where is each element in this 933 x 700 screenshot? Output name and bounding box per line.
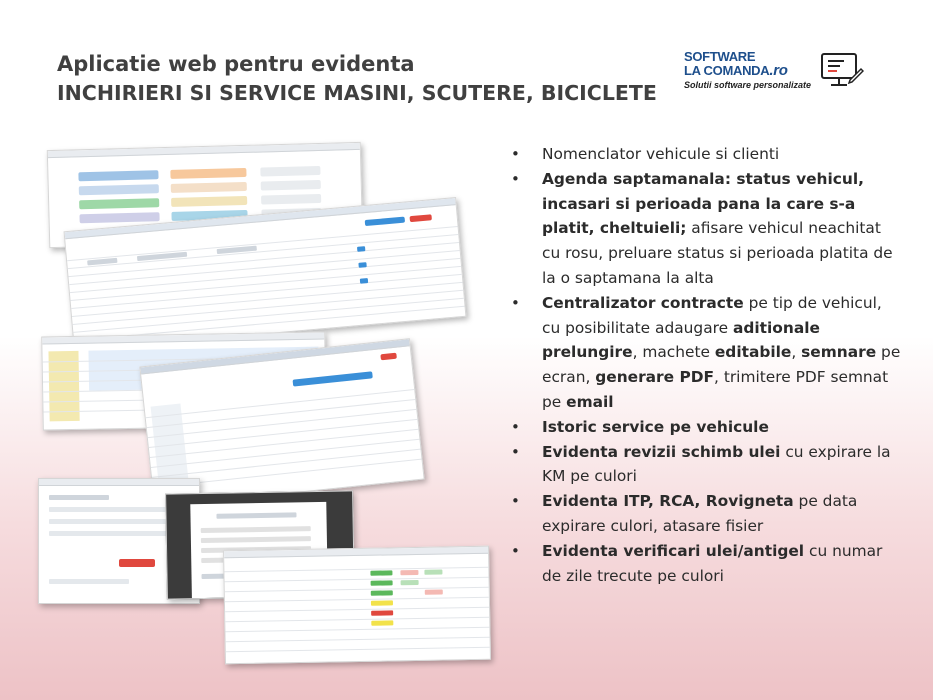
feature-text: , trimitere PDF semnat pe <box>542 368 889 411</box>
logo-line2 <box>684 62 788 79</box>
feature-text-bold: semnare <box>801 343 877 362</box>
feature-text: Nomenclator vehicule si clienti <box>542 145 780 163</box>
feature-text-bold: Centralizator contracte <box>542 293 744 312</box>
feature-text: pe ecran, <box>542 343 901 387</box>
feature-text-bold: Evidenta revizii schimb ulei <box>542 442 781 461</box>
logo-line2-suffix: .ro <box>769 62 788 79</box>
feature-text: pe data expirare culori, atasare fisier <box>542 492 858 535</box>
feature-item <box>508 415 903 440</box>
feature-text: , machete <box>632 343 715 362</box>
feature-text-bold: email <box>566 392 614 411</box>
feature-item <box>508 489 903 539</box>
feature-text-bold: aditionale prelungire <box>542 318 820 362</box>
feature-text-bold: Evidenta ITP, RCA, Rovigneta <box>542 492 794 511</box>
feature-item <box>508 440 903 490</box>
feature-item <box>508 167 903 291</box>
logo-line2-text: LA COMANDA <box>684 63 770 78</box>
feature-item <box>508 291 903 415</box>
logo-tagline: Solutii software personalizate <box>684 80 812 90</box>
feature-text-bold: Agenda saptamanala: status vehicul, incasari si perioada pana la care s-a platit, cheltuieli; <box>542 169 864 238</box>
feature-text-bold: generare PDF <box>595 368 715 387</box>
slide-title-line2: INCHIRIERI SI SERVICE MASINI, SCUTERE, BICICLETE <box>57 81 657 105</box>
feature-list <box>508 142 903 588</box>
feature-text: , <box>791 343 802 362</box>
feature-text-bold: Istoric service pe vehicule <box>542 417 769 436</box>
monitor-pencil-icon <box>820 52 864 90</box>
screenshot-service-table <box>223 546 491 665</box>
feature-item <box>508 142 903 167</box>
feature-text-bold: editabile <box>714 343 792 362</box>
feature-text: cu numar de zile trecute pe culori <box>542 541 883 585</box>
slide-title <box>57 50 657 108</box>
slide-title-line1: Aplicatie web pentru evidenta <box>57 52 415 76</box>
feature-text-bold: Evidenta verificari ulei/antigel <box>542 541 805 560</box>
feature-text: pe tip de vehicul, cu posibilitate adaugare <box>542 293 882 337</box>
logo-line1: SOFTWARE <box>684 49 756 64</box>
company-logo <box>684 49 874 99</box>
feature-item <box>508 539 903 589</box>
feature-text: afisare vehicul neachitat cu rosu, preluare status si perioada platita de la o saptamana la alta <box>542 219 893 287</box>
feature-text: cu expirare la KM pe culori <box>542 442 891 486</box>
